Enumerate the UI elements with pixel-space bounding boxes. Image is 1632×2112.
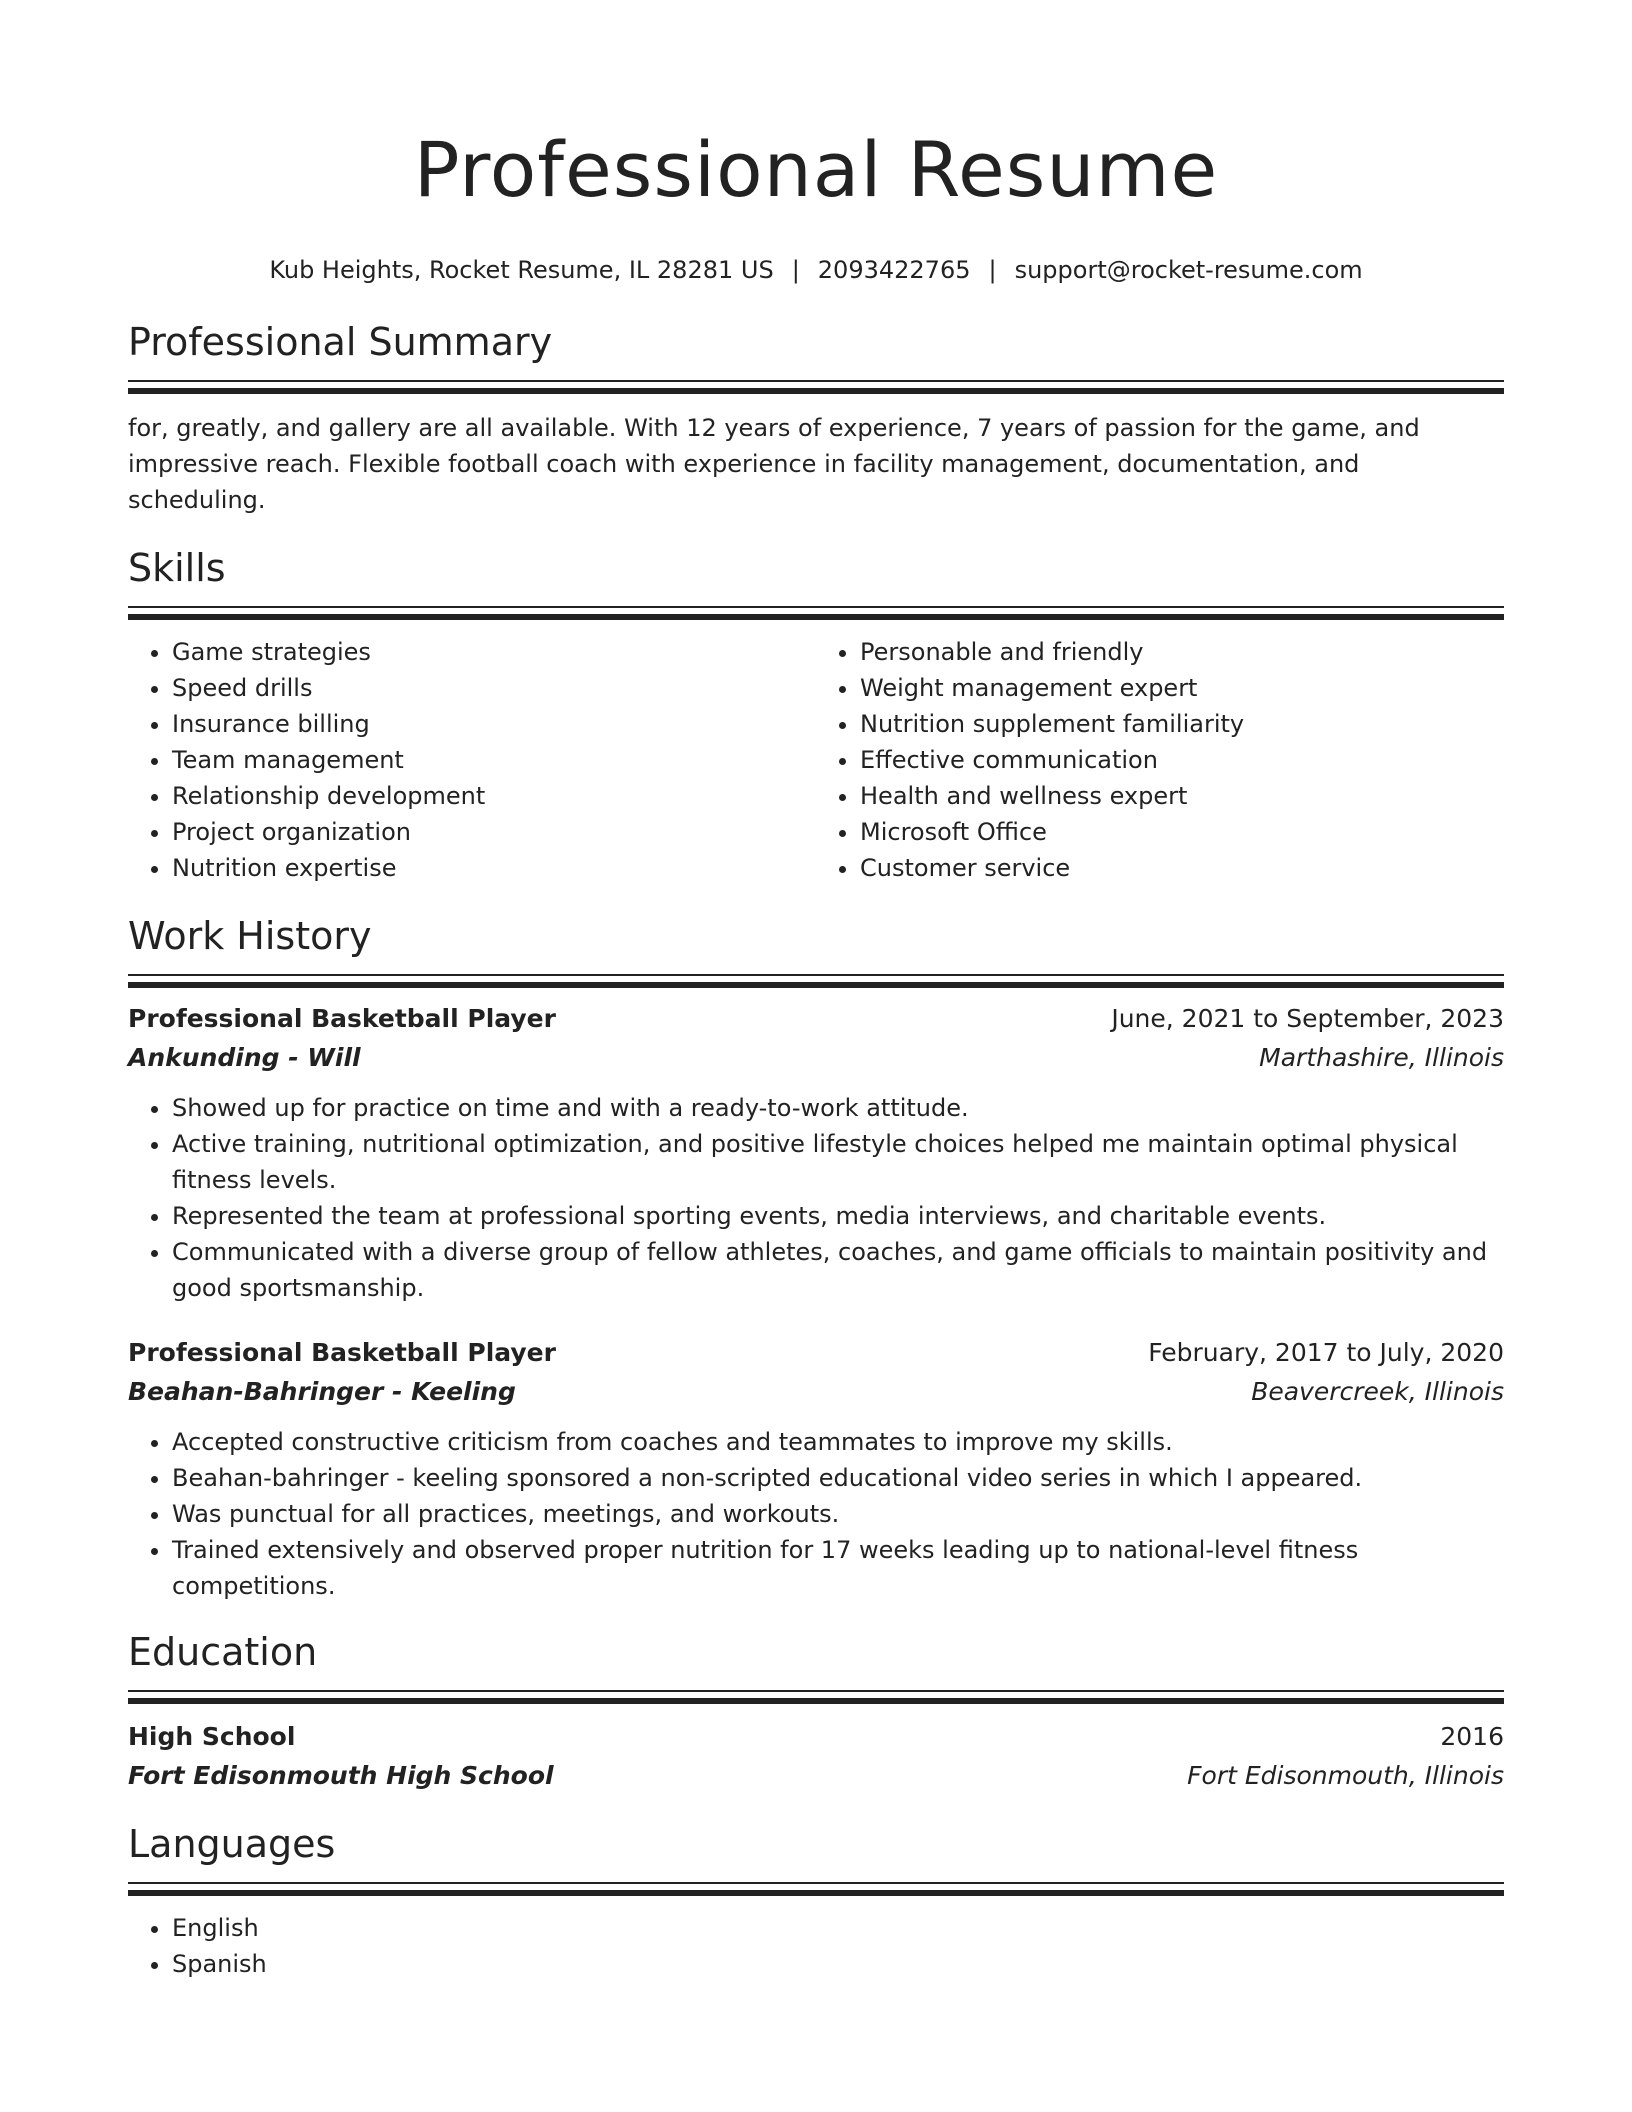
education-degree: High School <box>128 1722 296 1751</box>
skill-item: • Relationship development <box>172 778 816 814</box>
skill-item: • Speed drills <box>172 670 816 706</box>
job-dates: February, 2017 to July, 2020 <box>1148 1338 1504 1367</box>
section-rule <box>128 380 1504 382</box>
contact-separator: | <box>988 256 997 284</box>
education-location: Fort Edisonmouth, Illinois <box>1187 1761 1504 1790</box>
skill-item: • Effective communication <box>860 742 1504 778</box>
job-company: Beahan-Bahringer - Keeling <box>128 1377 516 1406</box>
skills-list-right <box>816 634 1504 886</box>
job-header-row <box>128 1334 1504 1372</box>
job-company-row <box>128 1038 1504 1078</box>
education-school-row <box>128 1756 1504 1796</box>
skill-item: • Weight management expert <box>860 670 1504 706</box>
job-bullet: • Was punctual for all practices, meetings, and workouts. <box>172 1496 1504 1532</box>
job-header-row <box>128 1000 1504 1038</box>
job-company-row <box>128 1372 1504 1412</box>
skill-item: • Team management <box>172 742 816 778</box>
job-bullet: • Active training, nutritional optimization, and positive lifestyle choices helped me maintain optimal physical fitness levels. <box>172 1126 1504 1198</box>
job-dates: June, 2021 to September, 2023 <box>1111 1004 1504 1033</box>
phone-text: 2093422765 <box>817 256 971 284</box>
skill-item: • Insurance billing <box>172 706 816 742</box>
work-section <box>128 912 1504 1604</box>
job-bullet: • Beahan-bahringer - keeling sponsored a non-scripted educational video series in which I appeared. <box>172 1460 1504 1496</box>
summary-heading: Professional Summary <box>128 320 553 364</box>
skills-section <box>128 544 1504 886</box>
job-bullet: • Showed up for practice on time and with a ready-to-work attitude. <box>172 1090 1504 1126</box>
job-entry <box>128 1000 1504 1306</box>
skill-item: • Health and wellness expert <box>860 778 1504 814</box>
section-rule-thick <box>128 388 1504 394</box>
email-text: support@rocket-resume.com <box>1014 256 1363 284</box>
education-heading: Education <box>128 1630 318 1674</box>
education-section <box>128 1628 1504 1796</box>
job-title: Professional Basketball Player <box>128 1004 556 1033</box>
section-rule-thick <box>128 614 1504 620</box>
languages-heading: Languages <box>128 1822 336 1866</box>
job-bullets <box>128 1090 1504 1306</box>
address-text: Kub Heights, Rocket Resume, IL 28281 US <box>269 256 774 284</box>
skill-item: • Personable and friendly <box>860 634 1504 670</box>
summary-section <box>128 318 1504 518</box>
languages-list <box>128 1910 1504 1982</box>
job-bullets <box>128 1424 1504 1604</box>
job-company: Ankunding - Will <box>128 1043 361 1072</box>
skills-column-left <box>128 634 816 886</box>
skill-item: • Nutrition expertise <box>172 850 816 886</box>
skill-item: • Nutrition supplement familiarity <box>860 706 1504 742</box>
contact-separator: | <box>791 256 800 284</box>
section-rule <box>128 606 1504 608</box>
section-rule <box>128 974 1504 976</box>
language-item: • English <box>172 1910 1504 1946</box>
education-year: 2016 <box>1440 1722 1504 1751</box>
job-entry <box>128 1334 1504 1604</box>
job-title: Professional Basketball Player <box>128 1338 556 1367</box>
skill-item: • Microsoft Office <box>860 814 1504 850</box>
education-entry <box>128 1718 1504 1796</box>
contact-line <box>128 254 1504 286</box>
work-heading: Work History <box>128 914 372 958</box>
section-rule-thick <box>128 1890 1504 1896</box>
skills-grid <box>128 634 1504 886</box>
job-bullet: • Accepted constructive criticism from coaches and teammates to improve my skills. <box>172 1424 1504 1460</box>
section-rule <box>128 1882 1504 1884</box>
section-rule <box>128 1690 1504 1692</box>
skills-list-left <box>128 634 816 886</box>
job-location: Beavercreek, Illinois <box>1251 1377 1504 1406</box>
education-header-row <box>128 1718 1504 1756</box>
section-rule-thick <box>128 982 1504 988</box>
summary-text: for, greatly, and gallery are all available. With 12 years of experience, 7 years of passion for the game, and impressive reach. Flexible football coach with experience in facility management, documentation, and scheduling. <box>128 414 1420 514</box>
skill-item: • Customer service <box>860 850 1504 886</box>
job-bullet: • Communicated with a diverse group of fellow athletes, coaches, and game officials to maintain positivity and good sportsmanship. <box>172 1234 1504 1306</box>
skill-item: • Game strategies <box>172 634 816 670</box>
skills-column-right <box>816 634 1504 886</box>
job-location: Marthashire, Illinois <box>1259 1043 1504 1072</box>
job-bullet: • Trained extensively and observed proper nutrition for 17 weeks leading up to national-level fitness competitions. <box>172 1532 1504 1604</box>
languages-section <box>128 1820 1504 1982</box>
skill-item: • Project organization <box>172 814 816 850</box>
resume-title: Professional Resume <box>413 125 1219 214</box>
education-school: Fort Edisonmouth High School <box>128 1761 554 1790</box>
language-item: • Spanish <box>172 1946 1504 1982</box>
skills-heading: Skills <box>128 546 226 590</box>
section-rule-thick <box>128 1698 1504 1704</box>
job-bullet: • Represented the team at professional sporting events, media interviews, and charitable events. <box>172 1198 1504 1234</box>
